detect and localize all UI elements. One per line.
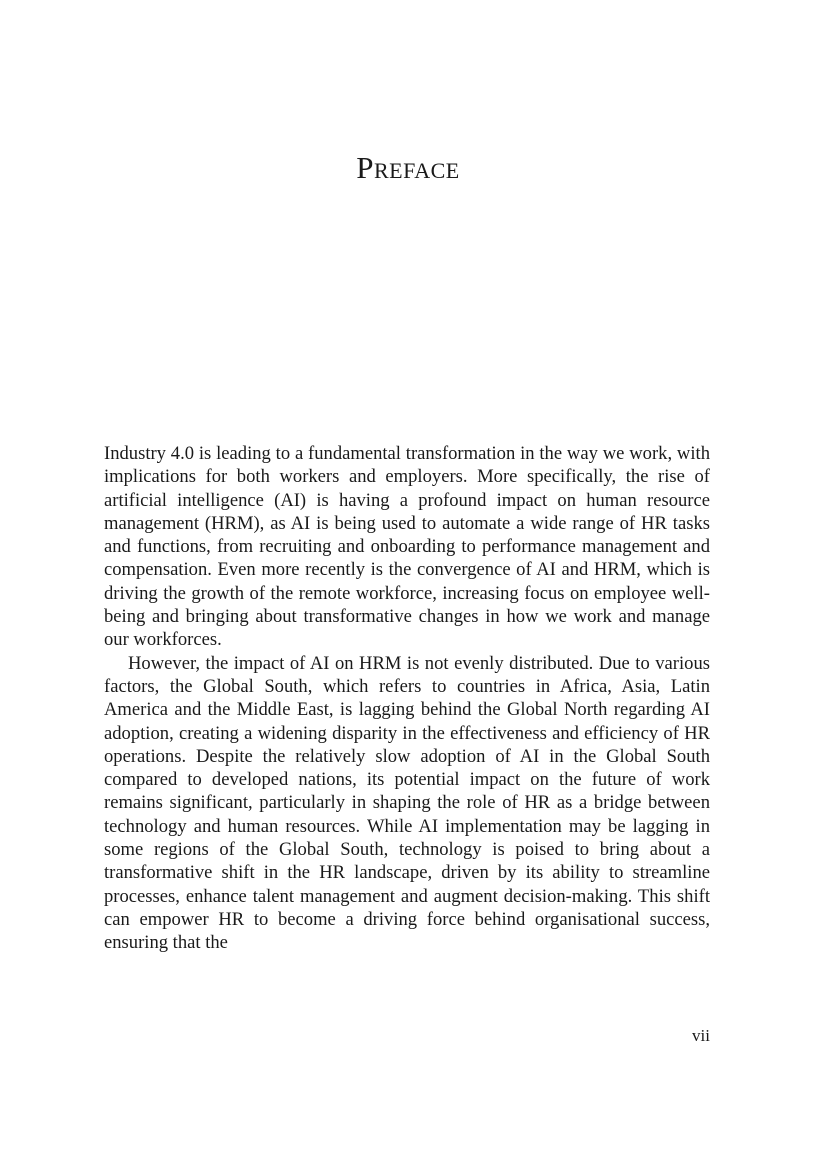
paragraph-2: However, the impact of AI on HRM is not evenly distributed. Due to various factors, the Global South, which refers to countries in Africa, Asia, Latin America and the Middle East, is lagging behind the Global North regarding AI adoption, creating a widening disparity in the effectiveness and efficiency of HR operations. Despite the relatively slow adoption of AI in the Global South compared to developed nations, its potential impact on the future of work remains significant, particularly in shaping the role of HR as a bridge between technology and human resources. While AI implementation may be lagging in some regions of the Global South, technology is poised to bring about a transformative shift in the HR landscape, driven by its ability to streamline processes, enhance talent management and augment decision-making. This shift can empower HR to become a driving force behind organisational success, ensuring that the — [104, 652, 710, 954]
paragraph-1: Industry 4.0 is leading to a fundamental transformation in the way we work, with implications for both workers and employers. More specifically, the rise of artificial intelligence (AI) is having a profound impact on human resource management (HRM), as AI is being used to automate a wide range of HR tasks and functions, from recruiting and onboarding to performance management and compensation. Even more recently is the convergence of AI and HRM, which is driving the growth of the remote workforce, increasing focus on employee well-being and bringing about transformative changes in how we work and manage our workforces. — [104, 443, 710, 651]
page-title: Preface — [356, 150, 460, 185]
page-number: vii — [692, 1026, 710, 1045]
body-text — [104, 442, 710, 955]
